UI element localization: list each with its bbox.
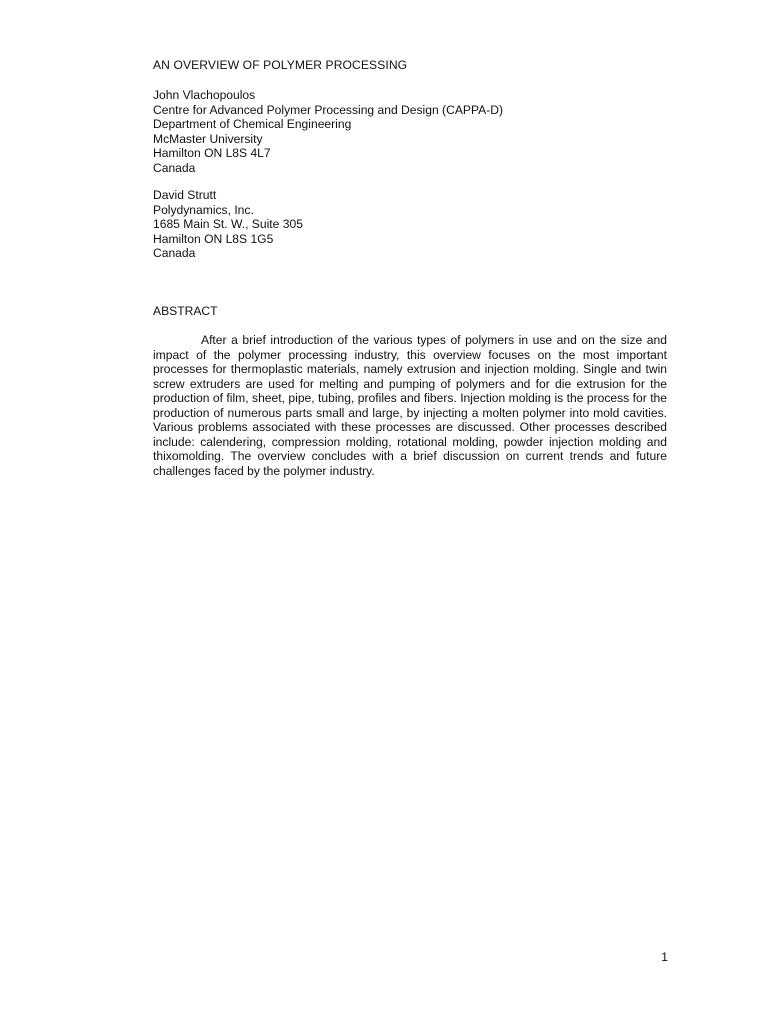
affiliation-line: Hamilton ON L8S 1G5 [153,231,274,246]
paper-title: AN OVERVIEW OF POLYMER PROCESSING [153,58,408,72]
affiliation-line: Canada [153,246,196,260]
affiliation-line: Polydynamics, Inc. [153,202,254,217]
abstract-heading: ABSTRACT [153,304,218,318]
author-name: David Strutt [153,188,217,202]
author-name: John Vlachopoulos [153,88,256,102]
affiliation-line: Hamilton ON L8S 4L7 [153,146,271,160]
abstract-text: After a brief introduction of the various types of polymers in use and on the size and impact of the polymer processing industry, this overview focuses on the most important processes for thermoplastic materials, namely extrusion and injection molding. Single and twin screw extruders are used for melting and pumping of polymers and for die extrusion for the production of film, sheet, pipe, tubing, profiles and fibers. Injection molding is the process for the production of numerous parts small and large, by injecting a molten polymer into mold cavities. Various problems associated with these processes are discussed. Other processes described include: calendering, compression molding, rotational molding, powder injection molding and thixomolding. The overview concludes with a brief discussion on current trends and future challenges faced by the polymer industry. [153,333,667,478]
affiliation-line: 1685 Main St. W., Suite 305 [153,217,303,231]
affiliation-line: Canada [153,160,196,175]
author-block-vlachopoulos [153,88,503,175]
affiliation-line: McMaster University [153,131,263,146]
affiliation-line: Centre for Advanced Polymer Processing and Design (CAPPA-D) [153,102,503,117]
author-block-strutt [153,188,303,261]
affiliation-line: Department of Chemical Engineering [153,117,352,131]
page-number: 1 [661,950,668,964]
